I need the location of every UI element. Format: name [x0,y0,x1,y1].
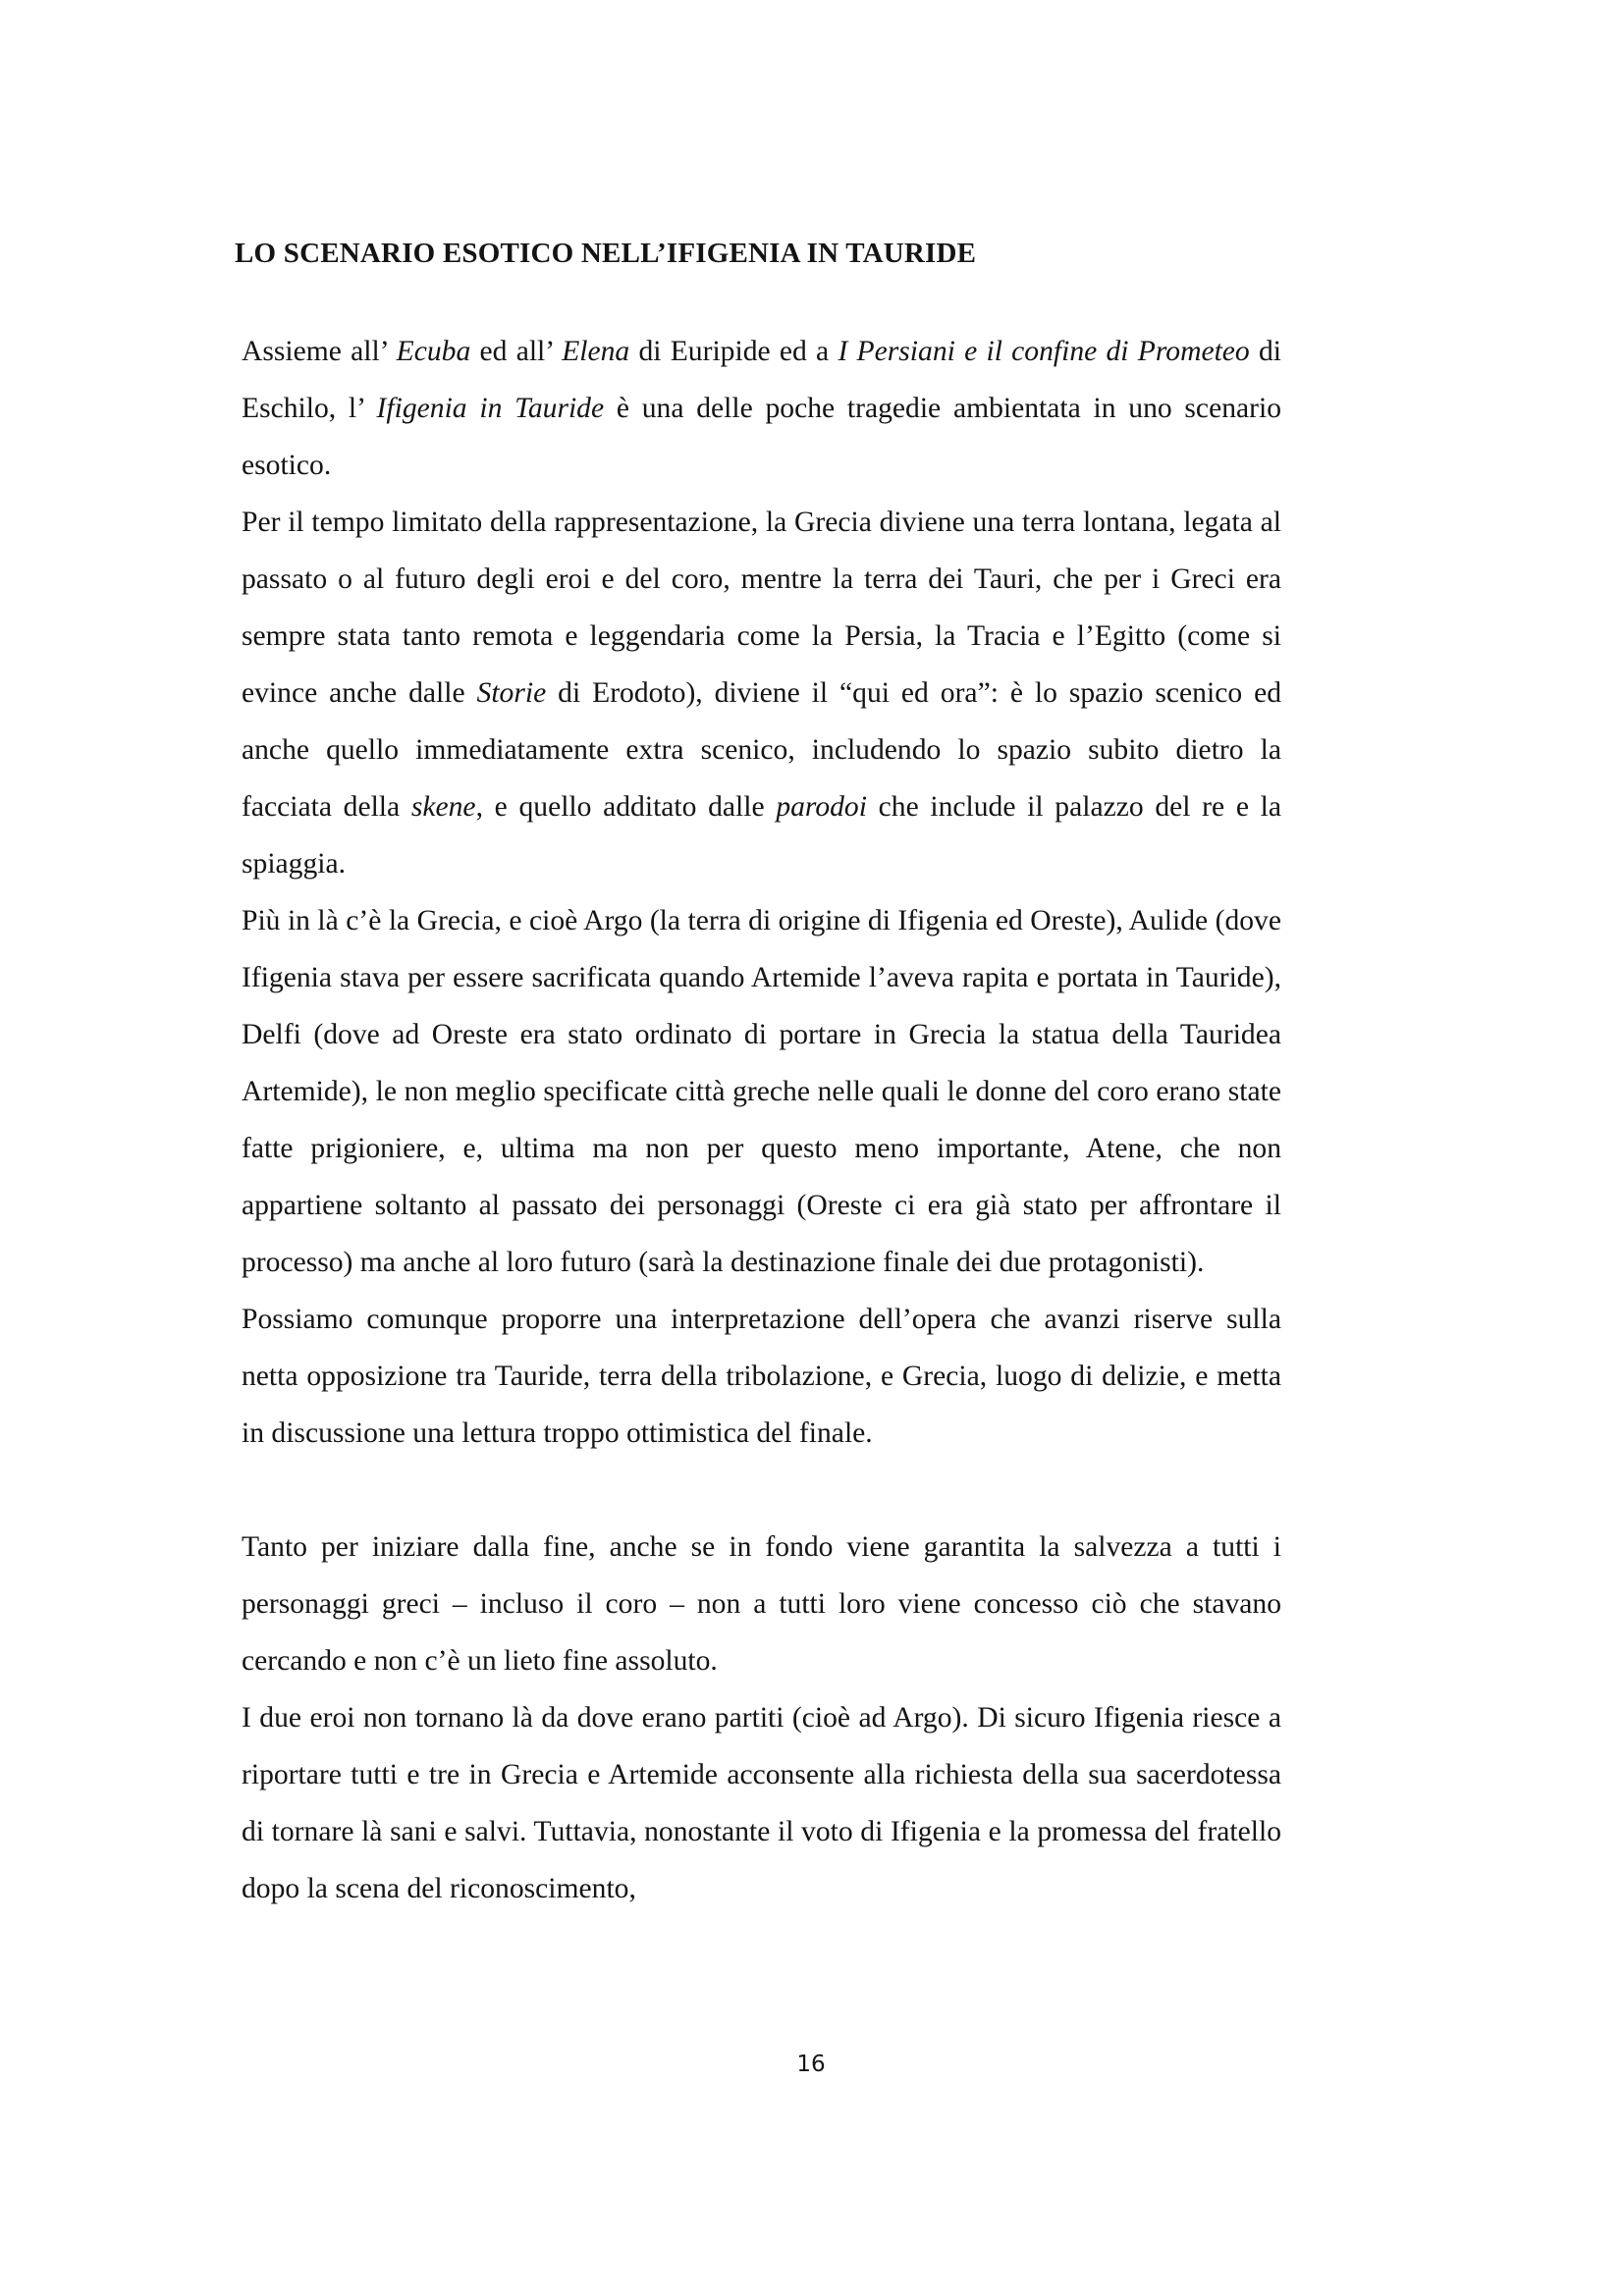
paragraph [242,892,1281,1291]
italic-title: parodoi [776,791,867,823]
text-run: , e quello additato dalle [475,791,777,823]
italic-title: Elena [562,336,630,367]
paragraph [242,1689,1281,1917]
paragraph [242,494,1281,892]
text-run: Assieme all’ [242,336,397,367]
text-run: ed all’ [470,336,563,367]
text-run: Più in là c’è la Grecia, e cioè Argo (la terra di origine di Ifigenia ed Oreste), Aulide (dove Ifigenia stava per essere sacrificata quando Artemide l’aveva rapita e portata in Tauride), Delfi (dove ad Oreste era stato ordinato di portare in Grecia la statua della Tauridea Artemide), le non meglio specificate città greche nelle quali le donne del coro erano state fatte prigioniere, e, ultima ma non per questo meno importante, Atene, che non appartiene soltanto al passato dei personaggi (Oreste ci era già stato per affrontare il processo) ma anche al loro futuro (sarà la destinazione finale dei due protagonisti). [242,905,1281,1278]
paragraph [242,323,1281,494]
chapter-heading: LO SCENARIO ESOTICO NELL’IFIGENIA IN TAURIDE [235,238,977,269]
text-run: Possiamo comunque proporre una interpretazione dell’opera che avanzi riserve sulla netta opposizione tra Tauride, terra della tribolazione, e Grecia, luogo di delizie, e metta in discussione una lettura troppo ottimistica del finale. [242,1304,1281,1449]
text-run: che include il palazzo del re e la spiaggia. [242,791,1281,880]
italic-title: Ecuba [396,336,471,367]
text-run: è una delle poche tragedie ambientata in uno scenario esotico. [242,393,1282,481]
paragraph [242,1291,1281,1462]
text-run: Per il tempo limitato della rappresentazione, la Grecia diviene una terra lontana, legata al passato o al futuro degli eroi e del coro, mentre la terra dei Tauri, che per i Greci era sempre stata tanto remota e leggendaria come la Persia, la Tracia e l’Egitto (come si evince anche dalle [242,507,1281,709]
paragraph-gap [242,1462,1281,1519]
text-run: Tanto per iniziare dalla fine, anche se in fondo viene garantita la salvezza a tutti i personaggi greci – incluso il coro – non a tutti loro viene concesso ciò che stavano cercando e non c’è un lieto fine assoluto. [242,1531,1281,1677]
page-number: 16 [796,2052,826,2077]
body-text [242,323,1281,1917]
text-run: di Euripide ed a [629,336,839,367]
text-run: di Erodoto), diviene il “qui ed ora”: è lo spazio scenico ed anche quello immediatamente extra scenico, includendo lo spazio subito dietro la facciata della [242,677,1281,823]
italic-title: Ifigenia in Tauride [376,393,605,424]
text-run: di Eschilo, l’ [242,336,1282,424]
italic-title: I Persiani e il confine di Prometeo [838,336,1250,367]
italic-title: Storie [476,677,547,709]
paragraph [242,1519,1281,1689]
italic-title: skene [410,791,476,823]
text-run: I due eroi non tornano là da dove erano partiti (cioè ad Argo). Di sicuro Ifigenia riesce a riportare tutti e tre in Grecia e Artemide acconsente alla richiesta della sua sacerdotessa di tornare là sani e salvi. Tuttavia, nonostante il voto di Ifigenia e la promessa del fratello dopo la scena del riconoscimento, [242,1702,1281,1904]
